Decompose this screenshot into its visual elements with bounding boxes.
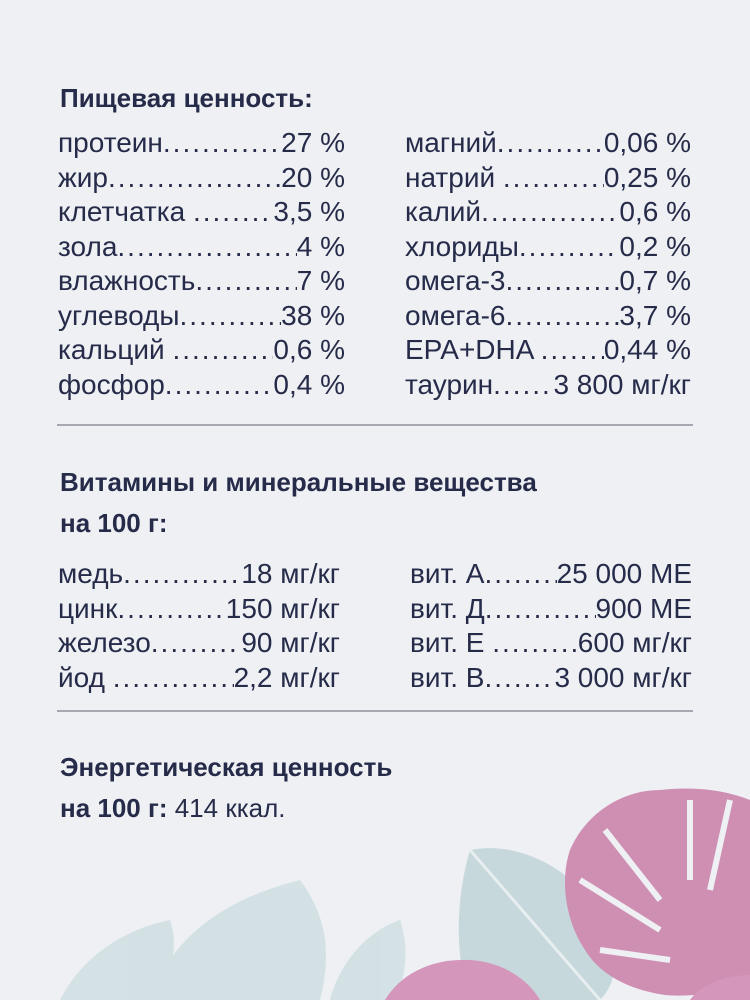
- list-item: [410, 592, 692, 627]
- divider: [57, 710, 693, 712]
- blue-leaf-left: [60, 880, 405, 1000]
- list-item: [405, 299, 691, 334]
- item-value: 0,7 %: [619, 265, 691, 296]
- vitamins-heading: Витамины и минеральные вещества: [60, 467, 537, 497]
- list-item: [58, 299, 345, 334]
- dot-leader: [497, 126, 604, 161]
- list-item: [58, 333, 345, 368]
- item-name: вит. В: [410, 661, 485, 693]
- energy-line: [60, 788, 392, 828]
- item-name: калий: [405, 196, 482, 227]
- dot-leader: [113, 661, 234, 696]
- dot-leader: [519, 230, 619, 265]
- item-value: 600 мг/кг: [577, 627, 692, 658]
- dot-leader: [484, 661, 554, 696]
- item-name: натрий: [405, 161, 503, 193]
- dot-leader: [193, 195, 273, 230]
- list-item: [405, 230, 691, 265]
- list-item: [58, 661, 340, 696]
- energy-block: [60, 747, 392, 828]
- nutrition-right-list: [405, 126, 691, 402]
- list-item: [58, 161, 345, 196]
- item-value: 4 %: [296, 230, 345, 262]
- dot-leader: [541, 333, 604, 368]
- item-value: 0,6 %: [619, 196, 691, 227]
- pink-leaf-bottom: [385, 960, 750, 1000]
- dot-leader: [195, 264, 296, 299]
- item-value: 3 800 мг/кг: [553, 368, 691, 400]
- dot-leader: [484, 557, 556, 592]
- list-item: [405, 126, 691, 161]
- item-name: омега-3: [405, 265, 506, 296]
- pink-leaf-top: [565, 788, 750, 995]
- item-name: влажность: [58, 265, 196, 296]
- item-value: 3 000 мг/кг: [554, 661, 692, 693]
- dot-leader: [117, 230, 296, 265]
- list-item: [58, 368, 345, 403]
- dot-leader: [180, 299, 282, 334]
- energy-value: 414 ккал.: [174, 793, 286, 823]
- item-name: зола: [58, 230, 118, 262]
- item-name: EPA+DHA: [405, 334, 541, 365]
- item-name: железо: [58, 627, 151, 658]
- vitamins-right-list: [410, 557, 692, 695]
- dot-leader: [123, 557, 241, 592]
- item-value: 0,4 %: [273, 368, 345, 400]
- list-item: [58, 195, 345, 230]
- item-value: 38 %: [281, 299, 345, 331]
- list-item: [405, 368, 691, 403]
- item-name: углеводы: [58, 299, 180, 331]
- item-value: 0,6 %: [273, 334, 345, 365]
- dot-leader: [505, 264, 619, 299]
- vitamins-subheading: на 100 г:: [60, 508, 168, 538]
- dot-leader: [492, 626, 578, 661]
- dot-leader: [165, 368, 274, 403]
- item-name: вит. Е: [410, 627, 493, 658]
- item-name: хлориды: [405, 230, 519, 262]
- item-name: жир: [58, 161, 108, 193]
- item-name: цинк: [58, 592, 118, 624]
- item-value: 90 мг/кг: [241, 627, 340, 658]
- list-item: [58, 126, 345, 161]
- dot-leader: [108, 161, 281, 196]
- divider: [57, 424, 693, 426]
- item-name: фосфор: [58, 368, 165, 400]
- item-name: омега-6: [405, 299, 506, 331]
- list-item: [405, 161, 691, 196]
- energy-heading: Энергетическая ценность: [60, 752, 393, 782]
- item-name: клетчатка: [58, 196, 193, 227]
- item-name: вит. Д: [410, 592, 485, 624]
- list-item: [405, 195, 691, 230]
- dot-leader: [493, 368, 553, 403]
- item-value: 3,7 %: [619, 299, 691, 331]
- dot-leader: [163, 126, 281, 161]
- dot-leader: [481, 195, 619, 230]
- blue-leaf-right: [459, 848, 615, 1000]
- vitamins-left-list: [58, 557, 340, 695]
- item-value: 2,2 мг/кг: [233, 661, 340, 693]
- item-name: медь: [58, 558, 124, 589]
- dot-leader: [505, 299, 619, 334]
- item-name: таурин: [405, 368, 494, 400]
- dot-leader: [117, 592, 225, 627]
- item-name: вит. А: [410, 558, 485, 589]
- item-name: йод: [58, 661, 113, 693]
- nutrition-left-list: [58, 126, 345, 402]
- item-name: протеин: [58, 127, 163, 158]
- item-value: 27 %: [281, 127, 345, 158]
- list-item: [58, 264, 345, 299]
- item-value: 25 000 МЕ: [556, 558, 692, 589]
- list-item: [58, 230, 345, 265]
- list-item: [405, 264, 691, 299]
- list-item: [58, 592, 340, 627]
- item-value: 0,06 %: [603, 127, 691, 158]
- energy-label: на 100 г:: [60, 793, 168, 823]
- list-item: [410, 557, 692, 592]
- item-value: 20 %: [281, 161, 345, 193]
- item-value: 18 мг/кг: [241, 558, 340, 589]
- item-name: магний: [405, 127, 497, 158]
- item-name: кальций: [58, 334, 173, 365]
- nutrition-heading: Пищевая ценность:: [60, 83, 313, 113]
- list-item: [58, 557, 340, 592]
- item-value: 0,44 %: [603, 334, 691, 365]
- item-value: 150 мг/кг: [225, 592, 340, 624]
- dot-leader: [151, 626, 242, 661]
- item-value: 0,2 %: [619, 230, 691, 262]
- list-item: [410, 626, 692, 661]
- dot-leader: [503, 161, 604, 196]
- dot-leader: [485, 592, 596, 627]
- item-value: 0,25 %: [603, 161, 691, 193]
- item-value: 900 МЕ: [595, 592, 692, 624]
- item-value: 7 %: [296, 265, 345, 296]
- list-item: [58, 626, 340, 661]
- list-item: [405, 333, 691, 368]
- list-item: [410, 661, 692, 696]
- item-value: 3,5 %: [273, 196, 345, 227]
- dot-leader: [172, 333, 273, 368]
